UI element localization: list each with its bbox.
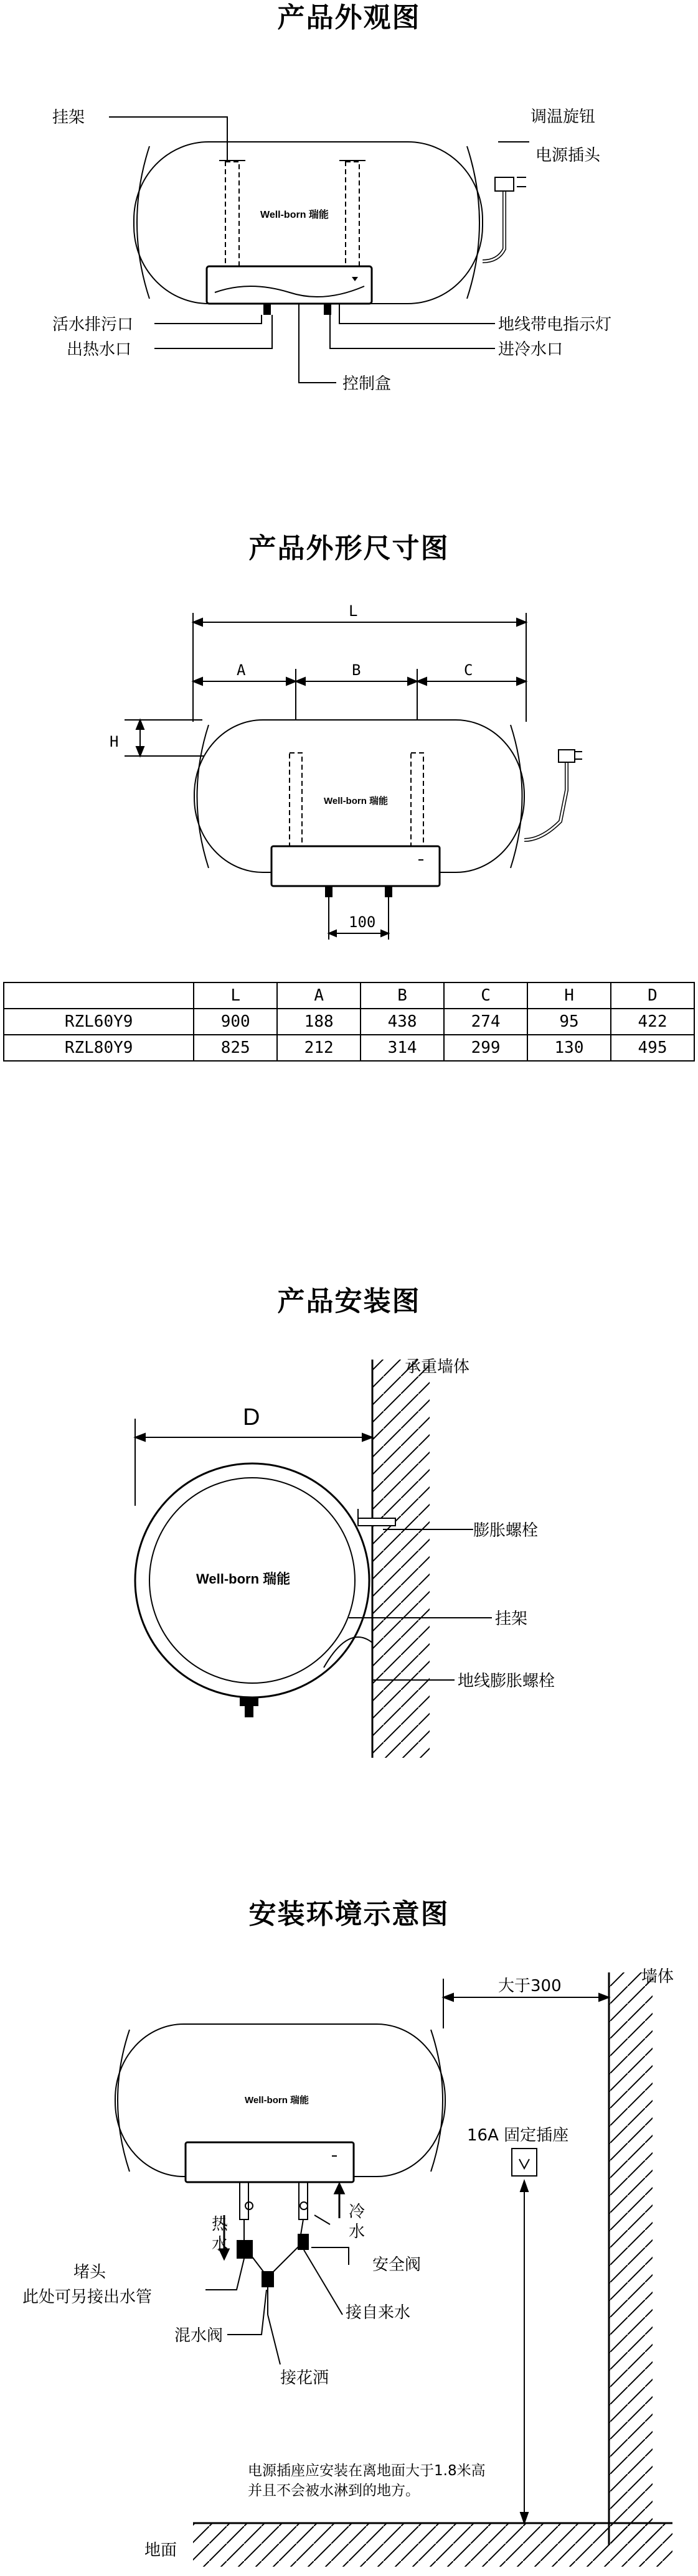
dim-B: B: [352, 661, 361, 679]
table-cell: RZL80Y9: [4, 1035, 194, 1061]
label-knob: 调温旋钮: [531, 108, 596, 126]
table-header-cell: [4, 982, 194, 1009]
table-cell: 274: [444, 1009, 527, 1035]
label-wall: 承重墙体: [405, 1358, 470, 1376]
dim-C: C: [464, 661, 473, 679]
label-distance: 大于300: [498, 1977, 562, 1995]
dim-H: H: [110, 733, 119, 750]
label-cold-in: 进冷水口: [498, 340, 564, 359]
environment-diagram: [0, 1954, 698, 2576]
power-plug: [495, 177, 514, 191]
label-socket: 16A 固定插座: [467, 2126, 569, 2145]
table-header-cell: C: [444, 982, 527, 1009]
table-cell: 422: [611, 1009, 694, 1035]
label-control-box: 控制盒: [342, 375, 392, 393]
label-hot-water-1: 热: [212, 2215, 229, 2234]
label-ground-light: 地线带电指示灯: [498, 315, 612, 334]
brand-logo-3: Well-born 瑞能: [196, 1571, 291, 1587]
installation-title: 产品安装图: [277, 1286, 421, 1317]
note-line-1: 电源插座应安装在离地面大于1.8米高: [248, 2463, 486, 2479]
table-cell: 299: [444, 1035, 527, 1061]
table-header-row: [4, 982, 694, 1009]
label-hot-out: 出热水口: [67, 340, 132, 359]
label-plug-2: 此处可另接出水管: [22, 2288, 153, 2307]
label-expansion-bolt: 膨胀螺栓: [473, 1521, 539, 1540]
label-mixing-valve: 混水阀: [174, 2326, 224, 2345]
mixing-valve: [262, 2271, 274, 2287]
label-drain: 活水排污口: [52, 315, 134, 334]
table-header-cell: L: [194, 982, 277, 1009]
dimensions-table: [3, 982, 695, 1062]
dim-D: D: [243, 1404, 260, 1430]
blank-plug: [237, 2240, 253, 2259]
ground-hatch: [193, 2523, 672, 2567]
table-cell: 188: [277, 1009, 361, 1035]
table-cell: 495: [611, 1035, 694, 1061]
label-hot-water-2: 水: [212, 2235, 229, 2254]
table-header-cell: A: [277, 982, 361, 1009]
label-bracket-2: 挂架: [495, 1610, 528, 1628]
table-row: [4, 1009, 694, 1035]
expansion-bolt: [358, 1518, 395, 1526]
table-cell: 314: [361, 1035, 444, 1061]
wall-right: [609, 1972, 653, 2545]
fixed-socket: [512, 2149, 537, 2176]
label-tap-water: 接自来水: [346, 2303, 411, 2322]
table-cell: 900: [194, 1009, 277, 1035]
appearance-title: 产品外观图: [277, 2, 421, 34]
load-bearing-wall: [372, 1360, 430, 1758]
table-cell: 825: [194, 1035, 277, 1061]
table-cell: 95: [527, 1009, 611, 1035]
table-cell: 438: [361, 1009, 444, 1035]
label-wall-2: 墙体: [641, 1967, 674, 1986]
label-shower: 接花洒: [280, 2369, 329, 2387]
label-ground: 地面: [144, 2541, 177, 2560]
table-cell: 130: [527, 1035, 611, 1061]
label-ground-bolt: 地线膨胀螺栓: [458, 1672, 555, 1691]
safety-valve: [298, 2234, 309, 2250]
dimensions-title: 产品外形尺寸图: [248, 533, 450, 564]
appearance-diagram: [0, 93, 698, 529]
brand-logo-2: Well-born 瑞能: [324, 796, 389, 806]
label-plug: 电源插头: [535, 146, 601, 165]
note-line-2: 并且不会被水淋到的地方。: [248, 2483, 420, 2499]
environment-title: 安装环境示意图: [248, 1898, 450, 1930]
table-header-cell: D: [611, 982, 694, 1009]
label-bracket: 挂架: [52, 108, 85, 127]
dim-A: A: [237, 661, 246, 679]
table-row: [4, 1035, 694, 1061]
table-cell: 212: [277, 1035, 361, 1061]
control-box-4: [186, 2142, 354, 2182]
brand-logo-4: Well-born 瑞能: [245, 2095, 309, 2106]
control-box-2: [271, 846, 440, 886]
dim-100: 100: [349, 913, 376, 931]
installation-diagram: [0, 1338, 698, 1761]
table-header-cell: B: [361, 982, 444, 1009]
table-cell: RZL60Y9: [4, 1009, 194, 1035]
brand-logo: Well-born 瑞能: [260, 210, 329, 220]
label-cold-water-1: 冷: [349, 2203, 366, 2221]
label-plug-1: 堵头: [73, 2263, 106, 2282]
label-cold-water-2: 水: [349, 2223, 366, 2241]
dimensions-diagram: [0, 597, 698, 971]
dim-L: L: [349, 602, 358, 620]
control-box: [207, 266, 372, 304]
table-header-cell: H: [527, 982, 611, 1009]
label-safety-valve: 安全阀: [372, 2256, 422, 2274]
